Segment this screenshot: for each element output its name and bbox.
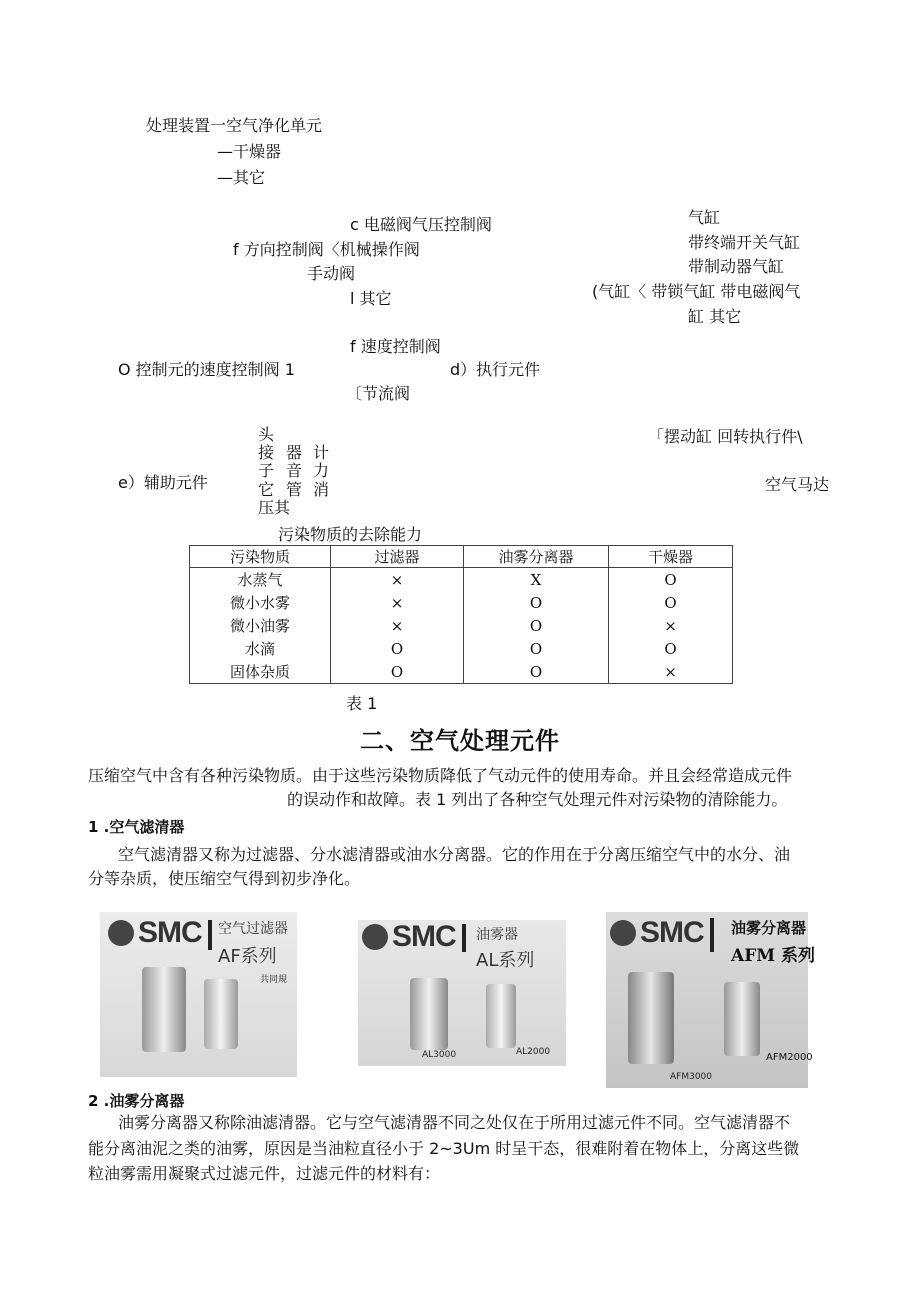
table-row xyxy=(190,614,733,637)
diagram-cylinder-other: 缸 其它 xyxy=(688,307,742,326)
table-cell: O xyxy=(464,660,609,684)
aux-col2-2: 管 xyxy=(286,480,303,499)
intro-line-1: 压缩空气中含有各种污染物质。由于这些污染物质降低了气动元件的使用寿命。并且会经常造成元件 xyxy=(88,766,793,785)
aux-col3-1: 力 xyxy=(313,461,330,480)
diagram-manual-valve: 手动阀 xyxy=(307,264,356,283)
table-cell: 微小水雾 xyxy=(190,591,331,614)
diagram-cylinder: 气缸 xyxy=(688,208,721,227)
table-cell: × xyxy=(331,591,464,614)
product-series: AL系列 xyxy=(476,950,535,971)
diagram-other-1: —其它 xyxy=(217,168,266,187)
model-label: AFM2000 xyxy=(766,1052,813,1063)
smc-logo-text: SMC xyxy=(138,916,202,949)
table-cell: × xyxy=(609,614,733,637)
table-cell: × xyxy=(331,568,464,592)
table-cell: O xyxy=(331,660,464,684)
aux-col1-1: 接 xyxy=(258,443,275,462)
table-cell: O xyxy=(464,614,609,637)
smc-logo-icon xyxy=(610,920,636,946)
diagram-actuator: d）执行元件 xyxy=(450,360,541,379)
smc-logo-text: SMC xyxy=(640,916,704,949)
diagram-air-treatment: 处理装置一空气净化单元 xyxy=(146,116,323,135)
table-header: 干燥器 xyxy=(609,546,733,568)
aux-col1-2: 子 xyxy=(258,461,275,480)
diagram-solenoid-valve: c 电磁阀气压控制阀 xyxy=(350,215,492,234)
table-cell: 固体杂质 xyxy=(190,660,331,684)
separator-unit-small xyxy=(724,982,760,1056)
item2-line-3: 粒油雾需用凝聚式过滤元件，过滤元件的材料有： xyxy=(88,1164,441,1183)
diagram-other-2: l 其它 xyxy=(350,289,392,308)
table-cell: O xyxy=(331,637,464,660)
divider xyxy=(710,918,714,952)
model-label: AL2000 xyxy=(516,1047,551,1057)
model-label: AL3000 xyxy=(422,1050,457,1060)
divider xyxy=(208,920,212,950)
section-title: 二、空气处理元件 xyxy=(360,727,560,755)
item1-line-1: 空气滤清器又称为过滤器、分水滤清器或油水分离器。它的作用在于分离压缩空气中的水分、油 xyxy=(118,845,791,864)
diagram-swing-cylinder: 「摆动缸 回转执行件\ xyxy=(648,427,803,446)
table-cell: X xyxy=(464,568,609,592)
aux-col3-2: 消 xyxy=(313,480,330,499)
table-cell: O xyxy=(609,637,733,660)
separator-unit-large xyxy=(628,972,674,1064)
table-row xyxy=(190,660,733,684)
smc-logo-text: SMC xyxy=(392,920,456,953)
filter-unit-large xyxy=(142,967,186,1052)
table-header: 污染物质 xyxy=(190,546,331,568)
photo-lubricator xyxy=(358,920,566,1066)
item1-title: 1 .空气滤清器 xyxy=(88,818,185,836)
table-cell: O xyxy=(609,591,733,614)
product-series: AFM 系列 xyxy=(731,946,815,966)
table-row xyxy=(190,568,733,592)
item2-title: 2 .油雾分离器 xyxy=(88,1092,185,1110)
product-name: 油雾分离器 xyxy=(731,919,807,937)
diagram-dryer: —干燥器 xyxy=(217,142,282,161)
diagram-throttle-valve: 〔节流阀 xyxy=(346,384,411,403)
aux-col3-0: 计 xyxy=(313,443,330,462)
smc-logo-icon xyxy=(108,920,134,946)
aux-col2-1: 音 xyxy=(286,461,303,480)
photo-air-filter xyxy=(100,912,297,1077)
table-header-row xyxy=(190,546,733,568)
table-cell: × xyxy=(331,614,464,637)
diagram-cylinder-brake: 带制动器气缸 xyxy=(688,257,785,276)
smc-logo-icon xyxy=(362,924,388,950)
product-tag: 共同規 xyxy=(260,975,288,985)
product-name: 油雾器 xyxy=(476,927,518,943)
lubricator-unit-large xyxy=(410,978,448,1050)
table-row xyxy=(190,591,733,614)
aux-col1-0: 头 xyxy=(258,425,275,444)
table-label: 表 1 xyxy=(346,694,378,713)
item1-line-2: 分等杂质，使压缩空气得到初步净化。 xyxy=(88,869,361,888)
product-series: AF系列 xyxy=(218,946,277,967)
item2-line-1: 油雾分离器又称除油滤清器。它与空气滤清器不同之处仅在于所用过滤元件不同。空气滤清器不 xyxy=(118,1113,791,1132)
diagram-direction-valve: f 方向控制阀〈机械操作阀 xyxy=(233,240,420,259)
table-cell: O xyxy=(464,591,609,614)
table-cell: O xyxy=(464,637,609,660)
filter-unit-small xyxy=(204,979,238,1049)
diagram-auxiliary: e）辅助元件 xyxy=(118,473,208,492)
table-cell: × xyxy=(609,660,733,684)
aux-col2-0: 器 xyxy=(286,443,303,462)
table-header: 过滤器 xyxy=(331,546,464,568)
table-cell: 微小油雾 xyxy=(190,614,331,637)
table-cell: 水蒸气 xyxy=(190,568,331,592)
product-name: 空气过滤器 xyxy=(218,921,288,937)
diagram-control-element: O 控制元的速度控制阀 1 xyxy=(118,360,295,379)
intro-line-2: 的误动作和故障。表 1 列出了各种空气处理元件对污染物的清除能力。 xyxy=(287,790,788,809)
aux-col1-4: 压其 xyxy=(258,498,291,517)
diagram-air-motor: 空气马达 xyxy=(765,475,830,494)
table-cell: O xyxy=(609,568,733,592)
model-label: AFM3000 xyxy=(670,1072,713,1082)
table-row xyxy=(190,637,733,660)
aux-col1-3: 它 xyxy=(258,480,275,499)
item2-line-2: 能分离油泥之类的油雾，原因是当油粒直径小于 2~3Um 时呈干态，很难附着在物体上，分离这些微 xyxy=(88,1139,800,1158)
pollutant-removal-table xyxy=(189,545,733,684)
lubricator-unit-small xyxy=(486,984,516,1048)
table-header: 油雾分离器 xyxy=(464,546,609,568)
table-caption: 污染物质的去除能力 xyxy=(278,525,423,544)
divider xyxy=(462,924,466,952)
diagram-speed-valve: f 速度控制阀 xyxy=(350,337,441,356)
diagram-cylinder-switch: 带终端开关气缸 xyxy=(688,233,801,252)
diagram-cylinder-group: (气缸〈 带锁气缸 带电磁阀气 xyxy=(592,282,801,301)
table-cell: 水滴 xyxy=(190,637,331,660)
